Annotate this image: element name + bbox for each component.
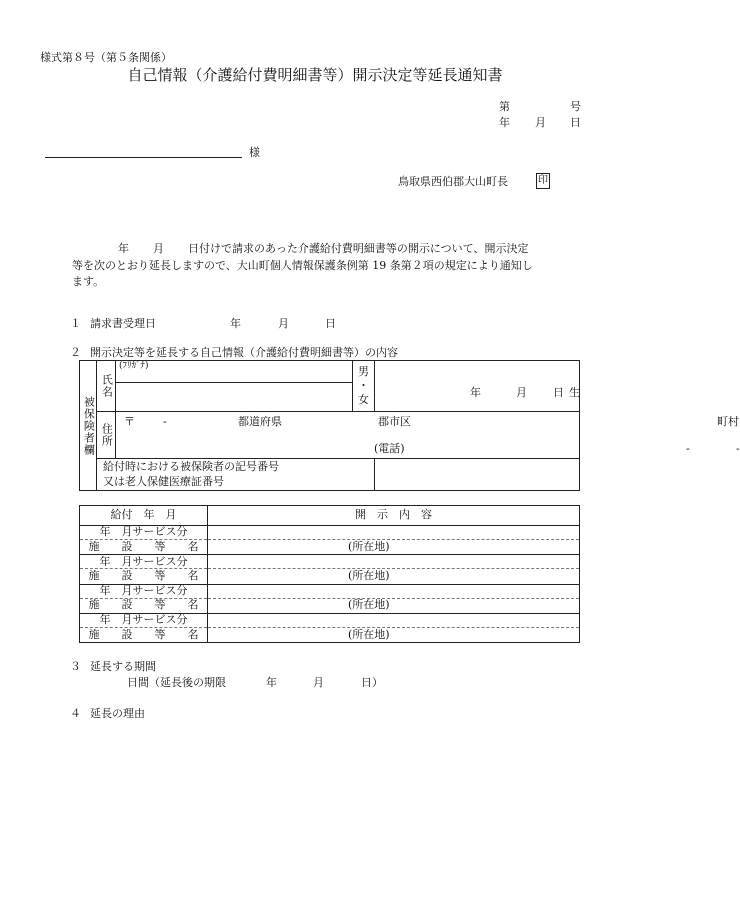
col-header-benefit-month: 給付 年 月 bbox=[80, 506, 208, 526]
address-label: 住所 bbox=[97, 412, 116, 459]
disclosure-table bbox=[79, 505, 580, 643]
addressee-line bbox=[45, 157, 242, 158]
section1-label: 請求書受理日 bbox=[90, 317, 156, 330]
telephone-dash-1: - bbox=[686, 442, 690, 455]
section3-label: 延長する期間 bbox=[90, 660, 156, 673]
facility-location-1: (所在地) bbox=[208, 540, 580, 555]
addressee-suffix: 様 bbox=[249, 146, 260, 159]
section1-year: 年 bbox=[230, 317, 241, 330]
birth-year: 年 bbox=[470, 386, 481, 399]
city-label: 郡市区 bbox=[378, 415, 411, 428]
doc-number-prefix: 第 bbox=[499, 100, 510, 113]
prefecture-label: 都道府県 bbox=[238, 415, 282, 428]
section2-number: ２ bbox=[70, 346, 81, 359]
telephone-label: (電話) bbox=[374, 442, 405, 455]
service-month-1: 年 月サービス分 bbox=[80, 526, 208, 540]
section4-label: 延長の理由 bbox=[90, 707, 145, 720]
extension-year: 年 bbox=[266, 676, 277, 689]
facility-name-label-3: 施 設 等 名 bbox=[80, 598, 208, 613]
extension-days-label: 日間（延長後の期限 bbox=[127, 676, 226, 689]
facility-location-3: (所在地) bbox=[208, 598, 580, 613]
postal-dash: - bbox=[163, 415, 167, 428]
name-label: 氏名 bbox=[97, 361, 116, 412]
service-content-2 bbox=[208, 555, 580, 569]
name-input-area bbox=[116, 383, 353, 412]
insured-side-label: 被保険者欄 bbox=[80, 361, 97, 491]
facility-location-4: (所在地) bbox=[208, 627, 580, 642]
extension-month: 月 bbox=[313, 676, 324, 689]
service-month-4: 年 月サービス分 bbox=[80, 613, 208, 627]
intro-year: 年 bbox=[118, 242, 129, 255]
insured-number-line1: 給付時における被保険者の記号番号 bbox=[103, 459, 279, 473]
col-header-disclosure-content: 開 示 内 容 bbox=[208, 506, 580, 526]
sex-separator: ・ bbox=[358, 379, 369, 393]
sex-female: 女 bbox=[358, 392, 369, 406]
service-content-3 bbox=[208, 584, 580, 598]
birth-month: 月 bbox=[516, 386, 527, 399]
town-label: 町村 bbox=[717, 415, 739, 428]
address-field bbox=[116, 412, 580, 459]
insured-number-input bbox=[375, 459, 580, 491]
doc-number-suffix: 号 bbox=[570, 100, 581, 113]
form-number: 様式第８号（第５条関係） bbox=[40, 51, 172, 64]
facility-name-label-4: 施 設 等 名 bbox=[80, 627, 208, 642]
service-content-4 bbox=[208, 613, 580, 627]
birth-day: 日 bbox=[553, 386, 564, 399]
document-title: 自己情報（介護給付費明細書等）開示決定等延長通知書 bbox=[127, 66, 503, 84]
birth-date-field bbox=[375, 361, 580, 412]
insured-info-table bbox=[79, 360, 740, 491]
section1-number: １ bbox=[70, 317, 81, 330]
sex-male: 男 bbox=[358, 365, 369, 379]
telephone-dash-2: - bbox=[736, 442, 740, 455]
intro-month: 月 bbox=[153, 242, 164, 255]
postal-mark: 〒 bbox=[124, 415, 135, 428]
issue-date-month: 月 bbox=[535, 116, 546, 129]
intro-text-line1: 日付けで請求のあった介護給付費明細書等の開示について、開示決定 bbox=[188, 242, 529, 255]
sex-field bbox=[353, 361, 375, 412]
section3-number: ３ bbox=[70, 660, 81, 673]
issue-date-year: 年 bbox=[499, 116, 510, 129]
section1-month: 月 bbox=[278, 317, 289, 330]
service-month-2: 年 月サービス分 bbox=[80, 555, 208, 569]
seal-mark: 印 bbox=[536, 173, 550, 189]
issue-date-day: 日 bbox=[570, 116, 581, 129]
section1-day: 日 bbox=[325, 317, 336, 330]
furigana-label: (ﾌﾘｶﾞﾅ) bbox=[116, 361, 353, 383]
insured-number-label bbox=[97, 459, 375, 491]
section4-number: ４ bbox=[70, 707, 81, 720]
service-month-3: 年 月サービス分 bbox=[80, 584, 208, 598]
extension-day: 日） bbox=[361, 676, 383, 689]
intro-text-line3: ます。 bbox=[72, 275, 105, 288]
facility-name-label-2: 施 設 等 名 bbox=[80, 569, 208, 584]
service-content-1 bbox=[208, 526, 580, 540]
insured-number-line2: 又は老人保健医療証番号 bbox=[103, 474, 224, 488]
facility-location-2: (所在地) bbox=[208, 569, 580, 584]
intro-text-line2: 等を次のとおり延長しますので、大山町個人情報保護条例第 19 条第２項の規定により通知し bbox=[72, 259, 533, 272]
facility-name-label-1: 施 設 等 名 bbox=[80, 540, 208, 555]
section2-label: 開示決定等を延長する自己情報（介護給付費明細書等）の内容 bbox=[90, 346, 398, 359]
birth-suffix: 生 bbox=[569, 386, 580, 399]
issuer-name: 鳥取県西伯郡大山町長 bbox=[398, 175, 508, 188]
